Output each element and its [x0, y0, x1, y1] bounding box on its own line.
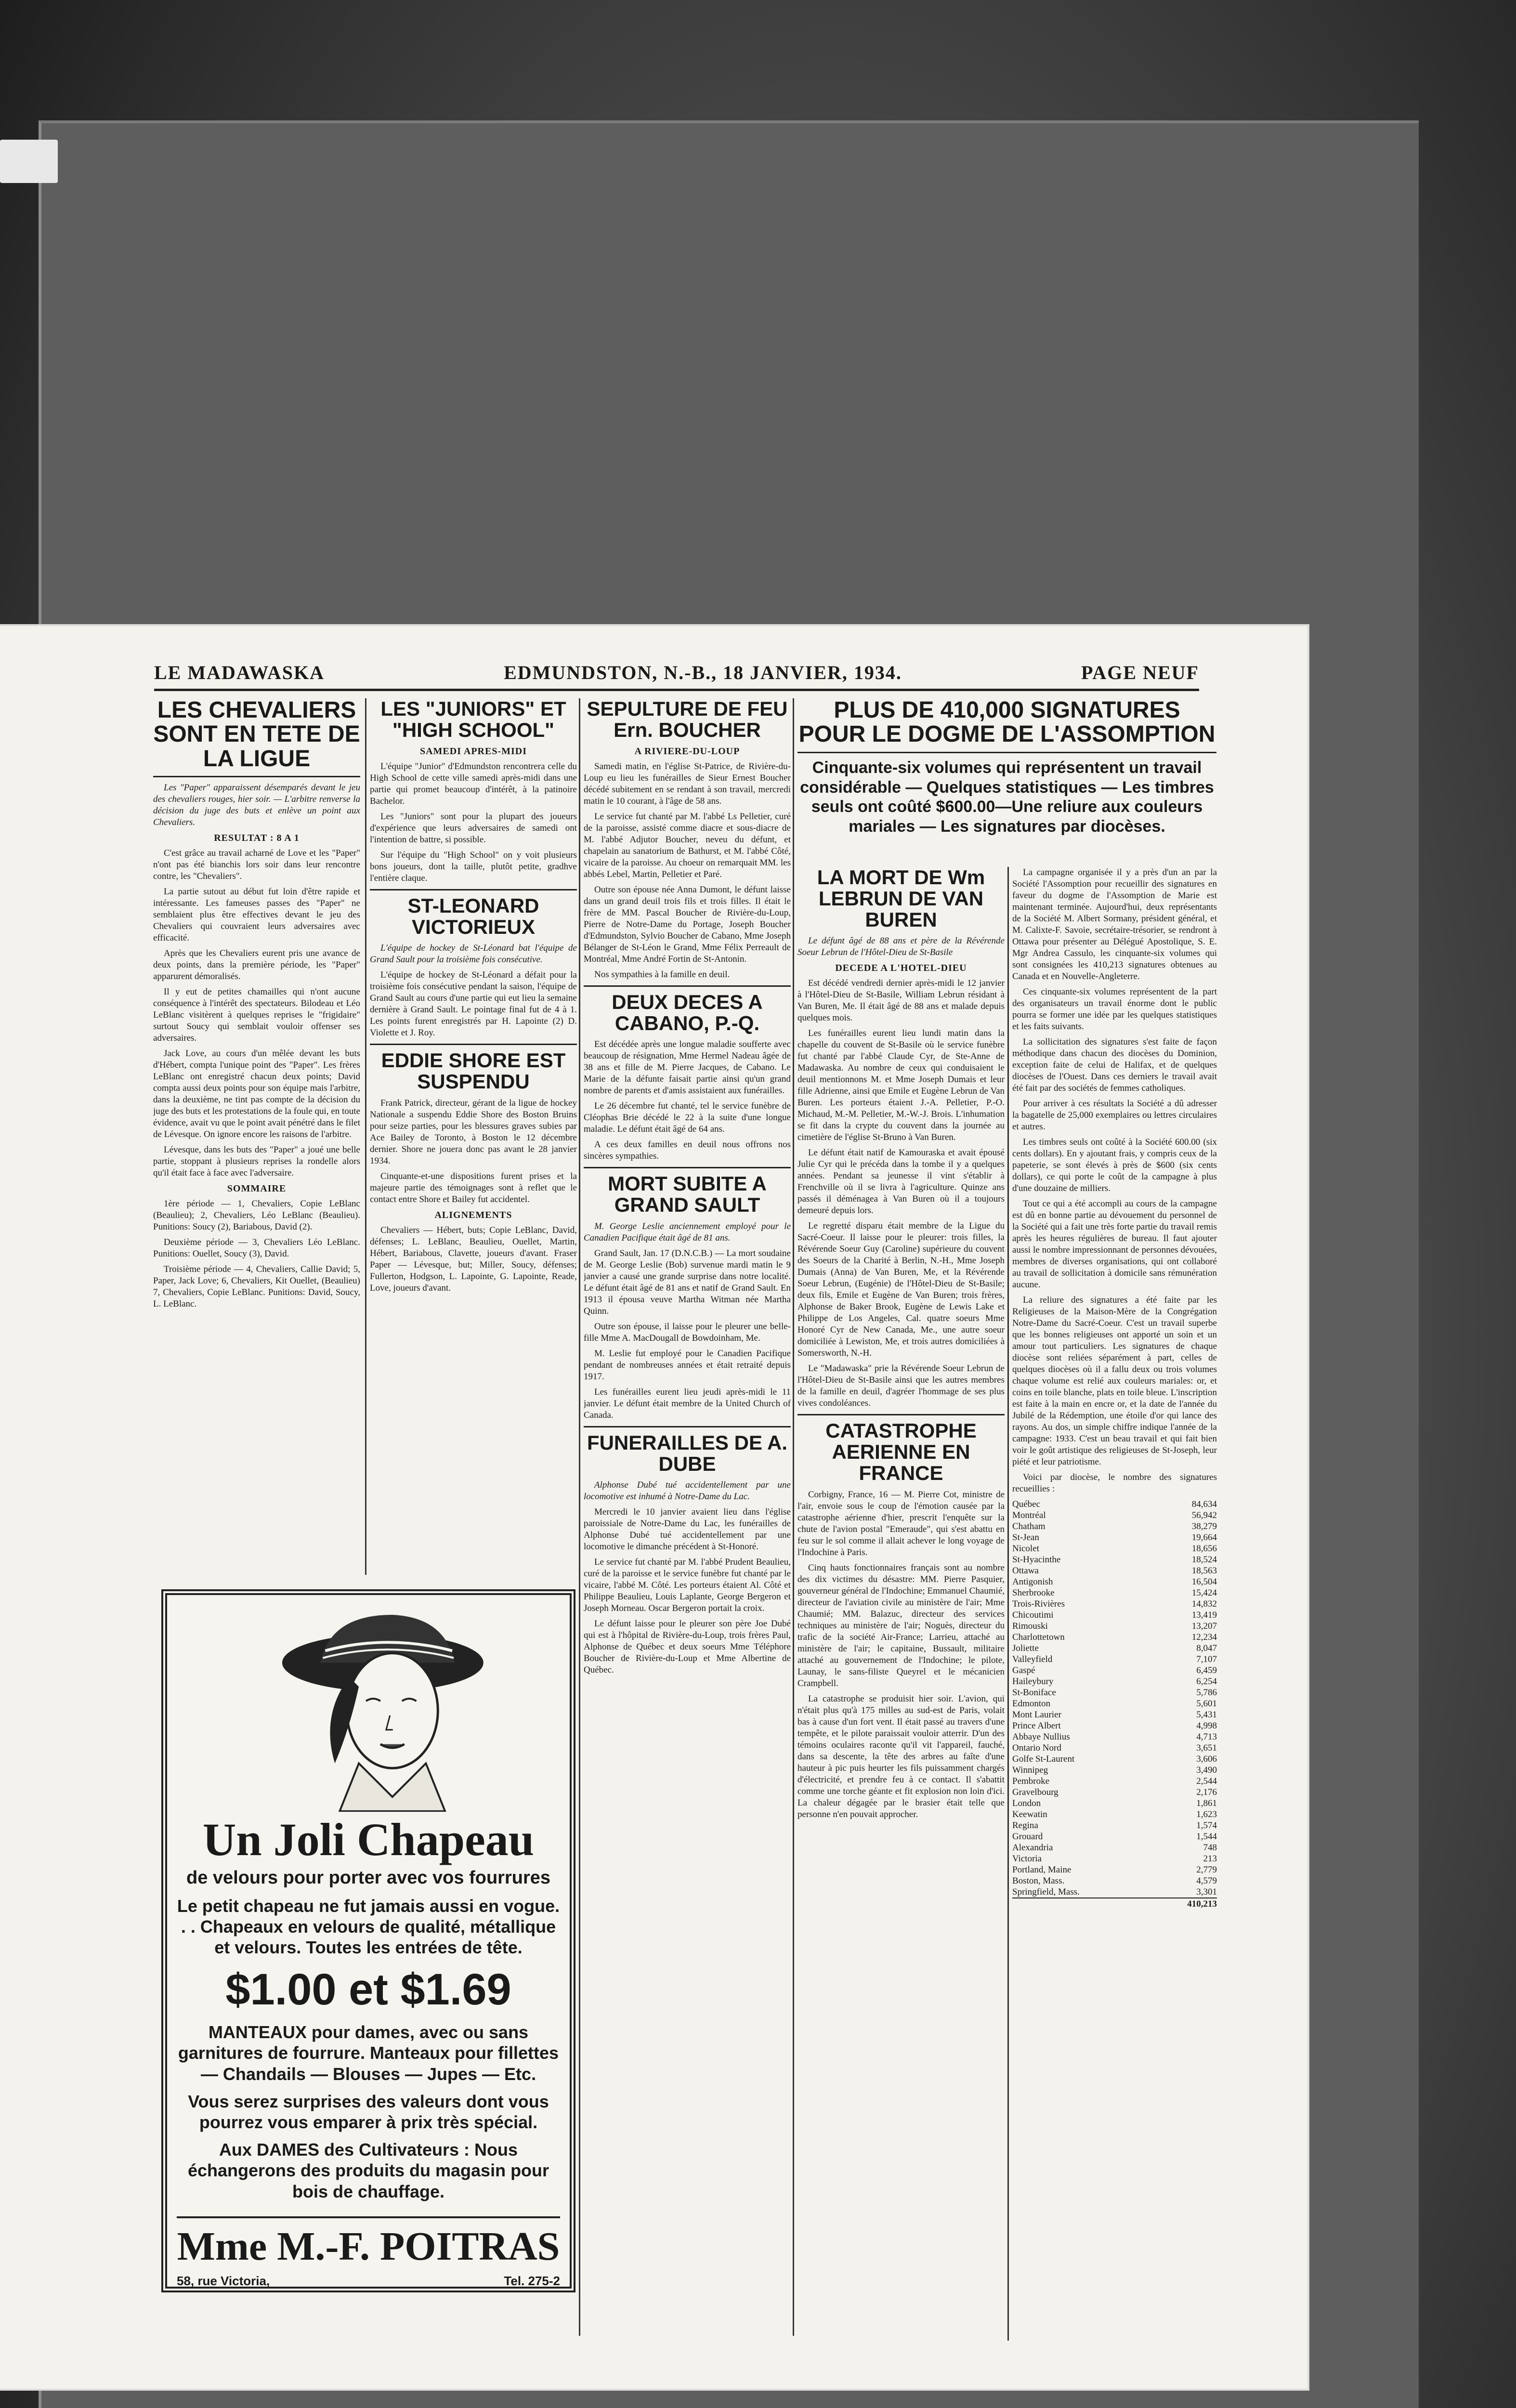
column-rule [579, 698, 580, 2336]
diocese-name: Montréal [1012, 1510, 1046, 1520]
film-tab-top [0, 140, 58, 183]
diocese-name: Sherbrooke [1012, 1588, 1055, 1598]
paragraph: Mercredi le 10 janvier avaient lieu dans l'église paroissiale de Notre-Dame du Lac, les funérailles de Alphonse Dubé tué accidentellement par une locomotive le dimanche précédent à St-Honoré. [584, 1506, 791, 1552]
ad-footer [177, 2274, 560, 2289]
paragraph: La catastrophe se produisit hier soir. L'avion, qui n'était plus qu'à 175 milles au sud-est de Paris, volait bas à cause d'un fort vent. Il était passé au travers d'une tempête, et le pilote paraissait vouloir atterrir. D'un des témoins oculaires raconte qu'il vit l'appareil, fauché, dans sa descente, la tête des arbres au faîte d'une hauteur à pic puis heurter les fils puissamment chargés d'électricité, et prendre feu à ce contact. Il s'abattit comme une torche géante et fit explosion non loin d'ici. La chaleur dégagée par le brasier était telle que personne n'en pouvait approcher. [797, 1693, 1005, 1819]
signatures-row [1012, 1676, 1217, 1687]
paragraph: Jack Love, au cours d'un mêlée devant les buts d'Hébert, compta l'unique point des "Paper". Les frères LeBlanc ont enregistré chacun deux points; David compta aussi deux points pour son équipe mais l'arbitre, dans la deuxième, ne tint pas compte de la décision du juge des buts et les protestations de la foule qui, en toute évidence, avait vu que le point avait pénétré dans le filet de Lévesque. On ignore encore les raisons de l'arbitre. [153, 1048, 360, 1140]
signatures-row [1012, 1698, 1217, 1709]
ad-body-values: Vous serez surprises des valeurs dont vous pourrez vous emparer à prix très spécial. [188, 2091, 549, 2132]
paragraph: Corbigny, France, 16 — M. Pierre Cot, ministre de l'air, envoie sous le coup de l'émotion causée par la catastrophe aérienne d'hier, prescrit l'enquête sur la chute de l'avion postal "Emeraude", qui s'est abattu en feu sur le sol comme il allait achever le long voyage de l'Indochine à Paris. [797, 1489, 1005, 1557]
diocese-count: 2,544 [1196, 1776, 1217, 1786]
paragraph: La campagne organisée il y a près d'un an par la Société l'Assomption pour recueillir des signatures en faveur du dogme de l'Assomption de Marie est maintenant terminée. Aujourd'hui, deux représentants de la Société M. Albert Sormany, président général, et M. Calixte-F. Savoie, secrétaire-trésorier, se rendront à Ottawa pour présenter au Délégué Apostolique, S. E. Mgr Andrea Cassulo, les cinquante-six volumes qui sont consignées les 410,213 signatures obtenues au Canada et en Nouvelle-Angleterre. [1012, 867, 1217, 982]
masthead-paper-name: LE MADAWASKA [154, 662, 325, 683]
signatures-row [1012, 1798, 1217, 1809]
column-2 [370, 698, 577, 1575]
diocese-name: Winnipeg [1012, 1765, 1048, 1775]
paragraph: La sollicitation des signatures s'est faite de façon méthodique dans chacun des diocèses du Dominion, exception faite de celui de Halifax, et de quelques diocèses de l'Ouest. Dans ces derniers le travail avait été fait par des sociétés de femmes catholiques. [1012, 1037, 1217, 1093]
divider [153, 776, 360, 777]
diocese-name: Charlottetown [1012, 1632, 1065, 1642]
paragraph: L'équipe "Junior" d'Edmundston rencontrera celle du High School de cette ville samedi après-midi dans une partie qui promet beaucoup d'intérêt, à la patinoire Bachelor. [370, 761, 577, 807]
diocese-name: Gaspé [1012, 1665, 1035, 1675]
diocese-count: 3,651 [1196, 1743, 1217, 1753]
diocese-count: 7,107 [1196, 1654, 1217, 1664]
signatures-row [1012, 1654, 1217, 1665]
summary-item: Deuxième période — 3, Chevaliers Léo LeBlanc. Punitions: Ouellet, Soucy (3), David. [153, 1237, 360, 1259]
diocese-name: St-Boniface [1012, 1688, 1056, 1698]
diocese-count: 5,786 [1196, 1688, 1217, 1698]
diocese-name: St-Hyacinthe [1012, 1555, 1061, 1565]
diocese-name: Keewatin [1012, 1809, 1047, 1819]
ad-subtitle: de velours pour porter avec vos fourrures [186, 1868, 550, 1888]
signatures-row [1012, 1598, 1217, 1610]
intro-st-leonard: L'équipe de hockey de St-Léonard bat l'équipe de Grand Sault pour la troisième fois consécutive. [370, 943, 577, 965]
ad-body-coats: MANTEAUX pour dames, avec ou sans garnitures de fourrure. Manteaux pour fillettes — Chandails — Blouses — Jupes — Etc. [178, 2022, 559, 2084]
signatures-row [1012, 1543, 1217, 1554]
headline-mort-lebrun: LA MORT DE Wm LEBRUN DE VAN BUREN [817, 867, 985, 931]
diocese-count: 5,431 [1196, 1710, 1217, 1720]
diocese-count: 12,234 [1191, 1632, 1217, 1642]
ad-address: 58, rue Victoria, [177, 2273, 270, 2288]
column-1 [153, 698, 360, 1575]
ad-price: $1.00 et $1.69 [225, 1965, 511, 2015]
headline-chevaliers: LES CHEVALIERS SONT EN TETE DE LA LIGUE [153, 698, 360, 772]
signatures-row [1012, 1632, 1217, 1643]
diocese-count: 4,998 [1196, 1721, 1217, 1731]
diocese-count: 213 [1203, 1854, 1217, 1864]
diocese-count: 1,574 [1196, 1820, 1217, 1831]
divider [584, 985, 791, 987]
headline-funerailles-dube: FUNERAILLES DE A. DUBE [587, 1431, 788, 1475]
summary-item: Troisième période — 4, Chevaliers, Callie David; 5, Paper, Jack Love; 6, Chevaliers, Kit Ouellet, (Beaulieu) 7, Chevaliers, Copie LeBlanc. Punitions: David, Soucy, L. LeBlanc. [153, 1264, 360, 1309]
paragraph: A ces deux familles en deuil nous offrons nos sincères sympathies. [584, 1139, 791, 1162]
signatures-row [1012, 1643, 1217, 1654]
ad-phone: Tel. 275-2 [504, 2273, 560, 2288]
diocese-name: Edmonton [1012, 1699, 1051, 1709]
paragraph: Le défunt laisse pour le pleurer son père Joe Dubé qui est à l'hôpital de Rivière-du-Loup, trois frères Paul, Alphonse de Québec et deux soeurs Mme Téléphore Boucher de Rivière-du-Loup et Mme Albertine de Québec. [584, 1618, 791, 1675]
diocese-count: 4,713 [1196, 1732, 1217, 1742]
intro-lebrun: Le défunt âgé de 88 ans et père de la Révérende Soeur Lebrun de l'Hôtel-Dieu de St-Basile [797, 936, 1005, 958]
intro-mort-subite: M. George Leslie anciennement employé pour le Canadien Pacifique était âgé de 81 ans. [584, 1221, 791, 1243]
diocese-name: Ottawa [1012, 1566, 1039, 1576]
signatures-row [1012, 1610, 1217, 1621]
summary-label: SOMMAIRE [227, 1183, 287, 1194]
paragraph: Sur l'équipe du "High School" on y voit plusieurs bons joueurs, dont la taille, plutôt petite, gradhve l'entière claque. [370, 850, 577, 884]
signatures-row [1012, 1521, 1217, 1532]
signatures-row [1012, 1842, 1217, 1853]
diocese-name: Pembroke [1012, 1776, 1050, 1786]
diocese-count: 84,634 [1191, 1499, 1217, 1509]
diocese-count: 3,490 [1196, 1765, 1217, 1775]
result-label: RESULTAT : 8 A 1 [214, 833, 300, 844]
signatures-row [1012, 1510, 1217, 1521]
paragraph: Après que les Chevaliers eurent pris une avance de deux points, dans la première période, les "Paper" apparurent démoralisés. [153, 948, 360, 982]
paragraph: Les timbres seuls ont coûté à la Société 600.00 (six cents dollars). En y ajoutant frais, y compris ceux de la papeterie, se sont élevés à près de $600 (six cents dollars), ce qui porte le coût de la campagne à plus d'une douzaine de milliers. [1012, 1137, 1217, 1193]
headline-eddie-shore: EDDIE SHORE EST SUSPENDU [381, 1049, 566, 1093]
diocese-name: Chatham [1012, 1521, 1046, 1531]
divider [584, 1426, 791, 1427]
paragraph: Le "Madawaska" prie la Révérende Soeur Lebrun de l'Hôtel-Dieu de St-Basile ainsi que les autres membres de la famille en deuil, d'agréer l'hommage de ses plus vives condoléances. [797, 1363, 1005, 1409]
paragraph: Cinquante-et-une dispositions furent prises et la majeure partie des témoignages sont à reflet que le contact entre Shore et Bailey fut accidentel. [370, 1171, 577, 1204]
diocese-name: Mont Laurier [1012, 1710, 1061, 1720]
diocese-count: 2,176 [1196, 1787, 1217, 1797]
diocese-count: 8,047 [1196, 1643, 1217, 1653]
diocese-name: Nicolet [1012, 1544, 1039, 1554]
signatures-row [1012, 1809, 1217, 1820]
signatures-row [1012, 1875, 1217, 1886]
diocese-count: 1,861 [1196, 1798, 1217, 1808]
diocese-name: Antigonish [1012, 1577, 1053, 1587]
masthead-dateline: EDMUNDSTON, N.-B., 18 JANVIER, 1934. [504, 662, 902, 683]
ad-body-exchange: Aux DAMES des Cultivateurs : Nous échangerons des produits du magasin pour bois de chauffage. [187, 2140, 549, 2201]
diocese-count: 3,606 [1196, 1754, 1217, 1764]
diocese-name: Trois-Rivières [1012, 1599, 1065, 1609]
masthead [154, 655, 1199, 691]
divider [584, 1167, 791, 1168]
signatures-row [1012, 1665, 1217, 1676]
paragraph: Frank Patrick, directeur, gérant de la ligue de hockey Nationale a suspendu Eddie Shore des Boston Bruins pour seize parties, pour les blessures graves subies par Ace Bailey de Toronto, à Boston le 12 décembre dernier. Shore ne jouera donc pas avant le 28 janvier 1934. [370, 1098, 577, 1166]
paragraph: Les funérailles eurent lieu lundi matin dans la chapelle du couvent de St-Basile où le service funèbre fut chanté par l'abbé Claude Cyr, de Ste-Anne de Madawaska. Au nombre de ceux qui conduisaient le deuil mentionnons M. et Mme Joseph Dumais et leur fille Adrienne, ainsi que Emile et Eugène Lebrun de Van Buren. Les porteurs étaient J.-A. Pelletier, P.-O. Michaud, M.-M. Pelletier, M.-W.-J. Brois. L'inhumation se fit dans la crypte du couvent dans la journée au cimetière de l'église St-Bruno à Van Buren. [797, 1028, 1005, 1143]
divider [797, 1414, 1005, 1415]
paragraph: Les funérailles eurent lieu jeudi après-midi le 11 janvier. Le défunt était membre de la United Church of Canada. [584, 1387, 791, 1420]
diocese-name: Portland, Maine [1012, 1865, 1072, 1875]
summary-item: 1ère période — 1, Chevaliers, Copie LeBlanc (Beaulieu); 2, Chevaliers, Léo LeBlanc (Beaulieu). Punitions: Soucy (2), Bariabous, David (2). [153, 1199, 360, 1232]
paragraph: Nos sympathies à la famille en deuil. [594, 969, 730, 980]
newspaper-page [0, 626, 1307, 2389]
paragraph: Est décédée après une longue maladie soufferte avec beaucoup de résignation, Mme Hermel Nadeau âgée de 38 ans et fille de M. Pierre Jacques, de Cabano. Le Marie de la défunte faisait partie ainsi qu'un grand nombre de parents et d'amis assistaient aux funérailles. [584, 1039, 791, 1096]
paragraph: La partie sutout au début fut loin d'être rapide et intéressante. Les fameuses passes des "Paper" ne semblaient plus être effectives devant le jeu des Chevaliers qui couvraient leurs adversaires avec efficacité. [153, 887, 360, 943]
divider [370, 1044, 577, 1045]
assomption-banner [797, 698, 1216, 862]
paragraph: Le regretté disparu était membre de la Ligue du Sacré-Coeur. Il laisse pour le pleurer: trois filles, la Révérende Soeur Guy (Caroline) supérieure du couvent des Soeurs de la Charité à Berlin, N.-H., Mme Joseph Dumais (Anna) de Van Buren, Me, et la Révérende Soeur Lebrun, (Eugénie) de l'Hôtel-Dieu de St-Basile; deux fils, Emile et Eugène de Van Buren; trois frères, Alphonse de Baker Brook, Eugène de Lewis Lake et Philippe de Los Angeles, Cal. quatre soeurs Mme Honoré Cyr de New Canada, Me., une autre soeur domiciliée à Lewiston, Me, et trois autres domiciliées à Somersworth, N.-H. [797, 1221, 1005, 1359]
woman-hat-illustration [177, 1605, 560, 1812]
paragraph: Outre son épouse née Anna Dumont, le défunt laisse dans un grand deuil trois fils et trois filles. Il était le frère de MM. Pascal Boucher de Rivière-du-Loup, Pierre de Notre-Dame du Portage, Joseph Boucher d'Edmundston, Sylvio Boucher de Cabano, Mme Joseph Bélanger de St-Léon le Grand, Mme Félix Perreault de Montréal, Mme André Fortin de St-Antonin. [584, 885, 791, 965]
signatures-row [1012, 1820, 1217, 1831]
diocese-count: 1,623 [1196, 1809, 1217, 1819]
diocese-count: 6,254 [1196, 1676, 1217, 1687]
signatures-row [1012, 1853, 1217, 1864]
paragraph: Voici par diocèse, le nombre des signatures recueillies : [1012, 1472, 1217, 1494]
paragraph: Tout ce qui a été accompli au cours de la campagne est dû en bonne partie au dévouement du personnel de la Société qui a fait une très forte partie du travail remis après les heures régulières de bureau. Il faut ajouter aussi le nombre impressionnant de personnes dévouées, membres de diverses organisations, qui ont collaboré au travail de sollicitation à domicile sans rémunération aucune. [1012, 1199, 1217, 1290]
diocese-name: Québec [1012, 1499, 1041, 1509]
paragraph: Est décédé vendredi dernier après-midi le 12 janvier à l'Hôtel-Dieu de St-Basile, William Lebrun résidant à Van Buren, Me. Il était âgé de 88 ans et malade depuis quelques mois. [797, 978, 1005, 1023]
alignements-label: ALIGNEMENTS [434, 1209, 512, 1220]
masthead-page-number: PAGE NEUF [1081, 662, 1199, 683]
signatures-row [1012, 1886, 1217, 1898]
diocese-count: 18,563 [1191, 1566, 1217, 1576]
diocese-count: 13,419 [1191, 1610, 1217, 1620]
hat-advertisement [161, 1589, 575, 2292]
signatures-table [1012, 1499, 1217, 1898]
paragraph: M. Leslie fut employé pour le Canadien Pacifique pendant de nombreuses années et était retraité depuis 1917. [584, 1348, 791, 1382]
signatures-row [1012, 1565, 1217, 1576]
paragraph: L'équipe de hockey de St-Léonard a défait pour la troisième fois consécutive pendant la saison, l'équipe de Grand Sault au cours d'une partie qui eut lieu la semaine dernière à Grand Sault. Le pointage final fut de 4 à 1. Les points furent enregistrés par H. Lapointe (2) D. Violette et J. Roy. [370, 970, 577, 1038]
signatures-row [1012, 1765, 1217, 1776]
signatures-row [1012, 1864, 1217, 1875]
diocese-count: 16,504 [1191, 1577, 1217, 1587]
diocese-count: 19,664 [1191, 1532, 1217, 1543]
paragraph: Le service fut chanté par M. l'abbé Prudent Beaulieu, curé de la paroisse et le service funèbre fut chanté par le vicaire, l'abbé M. Côté. Les porteurs étaient Al. Côté et Philippe Beaulieu, Louis Laplante, George Bergeron et Joseph Morneau. Oscar Bergeron portait la croix. [584, 1557, 791, 1613]
diocese-count: 56,942 [1191, 1510, 1217, 1520]
paragraph: Cinq hauts fonctionnaires français sont au nombre des dix victimes du désastre: MM. Pierre Pasquier, gouverneur général de l'Indochine; Emmanuel Chaumié, directeur de l'aviation civile au ministère de l'air; Mme Chaumié; MM. Balazuc, directeur des services techniques au ministère de l'air; Noguès, directeur du trafic de la société Air-France; Larrieu, attaché au ministère de l'air; le capitaine, Bussault, militaire attaché au gouvernement de l'Indochine; le pilote, Launay, le sans-filiste Queyrel et le mécanicien Crampbell. [797, 1562, 1005, 1688]
diocese-name: Victoria [1012, 1854, 1042, 1864]
signatures-row [1012, 1720, 1217, 1731]
diocese-count: 18,524 [1191, 1555, 1217, 1565]
signatures-row [1012, 1621, 1217, 1632]
diocese-count: 3,301 [1196, 1887, 1217, 1897]
signatures-row [1012, 1742, 1217, 1754]
paragraph: C'est grâce au travail acharné de Love et les "Paper" n'ont pas été bianchis lors soir dans leur rencontre contre, les "Chevaliers". [153, 848, 360, 882]
divider [797, 752, 1216, 753]
signatures-row [1012, 1731, 1217, 1742]
headline-st-leonard: ST-LEONARD VICTORIEUX [407, 894, 539, 939]
signatures-total: 410,213 [1187, 1899, 1217, 1909]
diocese-name: Haileybury [1012, 1676, 1054, 1687]
column-4 [797, 867, 1005, 2345]
column-rule [365, 698, 366, 1575]
signatures-row [1012, 1776, 1217, 1787]
diocese-name: Boston, Mass. [1012, 1876, 1065, 1886]
diocese-name: Springfield, Mass. [1012, 1887, 1080, 1897]
headline-juniors: LES "JUNIORS" ET "HIGH SCHOOL" [380, 698, 566, 742]
diocese-count: 1,544 [1196, 1832, 1217, 1842]
intro-chevaliers: Les "Paper" apparaissent désemparés devant le jeu des chevaliers rouges, hier soir. — L'arbitre renverse la décision du juge des buts et enlève un point aux Chevaliers. [153, 783, 360, 828]
paragraph: Lévesque, dans les buts des "Paper" a joué une belle partie, stoppant à plusieurs reprises la rondelle alors qu'il était face à face avec l'adversaire. [153, 1145, 360, 1178]
column-3 [584, 698, 791, 2345]
diocese-count: 6,459 [1196, 1665, 1217, 1675]
divider [370, 889, 577, 890]
diocese-name: Valleyfield [1012, 1654, 1053, 1664]
signatures-row [1012, 1709, 1217, 1720]
subhead-sepulture: A RIVIERE-DU-LOUP [634, 746, 740, 757]
paragraph: Le 26 décembre fut chanté, tel le service funèbre de Cléophas Brie décédé le 22 à la suite d'une longue maladie. Le défunt était âgé de 64 ans. [584, 1101, 791, 1135]
paragraph: Pour arriver à ces résultats la Société a dû adresser la bagatelle de 25,000 exemplaires ou lettres circulaires et autres. [1012, 1099, 1217, 1132]
diocese-name: Rimouski [1012, 1621, 1048, 1631]
paragraph: Samedi matin, en l'église St-Patrice, de Rivière-du-Loup eu lieu les funérailles de Sieur Ernest Boucher décédé subitement en se rendant à son travail, mercredi matin le 10 courant, à l'âge de 58 ans. [584, 761, 791, 807]
ad-store-name: Mme M.-F. POITRAS [177, 2216, 560, 2270]
signatures-row [1012, 1587, 1217, 1598]
paragraph: Le service fut chanté par M. l'abbé Ls Pelletier, curé de la paroisse, assisté comme diacre et sous-diacre de M. l'abbé Adjutor Boucher, neveu du défunt, et chapelain au sanatorium de Bathurst, et M. l'abbé Côté, vicaire de la paroisse. Au choeur on remarquait MM. les abbés Lebel, Martin, Pelletier et Paré. [584, 811, 791, 880]
column-5 [1012, 867, 1217, 2345]
diocese-count: 38,279 [1191, 1521, 1217, 1531]
ad-body-hats: Le petit chapeau ne fut jamais aussi en vogue. . . Chapeaux en velours de qualité, métallique et velours. Toutes les entrées de tête. [177, 1896, 560, 1958]
signatures-row [1012, 1787, 1217, 1798]
diocese-name: Prince Albert [1012, 1721, 1061, 1731]
alignements-text: Chevaliers — Hébert, buts; Copie LeBlanc, David, défenses; L. LeBlanc, Beaulieu, Ouellet, Martin, Hébert, Bariabous, Clavette, joueurs d'avant. Fraser Paper — Lévesque, but; Miller, Soucy, défenses; Fullerton, Hodgson, L. Lapointe, G. Lapointe, Reade, Love, joueurs d'avant. [370, 1225, 577, 1293]
diocese-name: Gravelbourg [1012, 1787, 1059, 1797]
diocese-name: St-Jean [1012, 1532, 1039, 1543]
diocese-count: 15,424 [1191, 1588, 1217, 1598]
paragraph: Il y eut de petites chamailles qui n'ont aucune conséquence à l'intérêt des spectateurs. Bilodeau et Léo LeBlanc visitèrent à quelques reprises le "frigidaire" surtout Soucy qui semblait vouloir offenser ses adversaires. [153, 987, 360, 1044]
signatures-row [1012, 1532, 1217, 1543]
diocese-name: Joliette [1012, 1643, 1039, 1653]
diocese-name: Ontario Nord [1012, 1743, 1061, 1753]
diocese-name: Abbaye Nullius [1012, 1732, 1070, 1742]
diocese-count: 13,207 [1191, 1621, 1217, 1631]
paragraph: Outre son épouse, il laisse pour le pleurer une belle-fille Mme A. MacDougall de Bowdoinham, Me. [584, 1321, 791, 1343]
diocese-count: 4,579 [1196, 1876, 1217, 1886]
headline-assomption: PLUS DE 410,000 SIGNATURES POUR LE DOGME DE L'ASSOMPTION [798, 698, 1215, 747]
diocese-count: 14,832 [1191, 1599, 1217, 1609]
diocese-count: 5,601 [1196, 1699, 1217, 1709]
signatures-row [1012, 1499, 1217, 1510]
headline-catastrophe: CATASTROPHE AERIENNE EN FRANCE [825, 1419, 977, 1485]
headline-deux-deces: DEUX DECES A CABANO, P.-Q. [612, 991, 763, 1035]
paragraph: Le défunt était natif de Kamouraska et avait épousé Julie Cyr qui le précéda dans la tombe il y a quelques années. Pendant sa jeunesse il vint s'établir à Frenchville où il se livra à l'agriculture. Quinze ans passés il déménagea à Van Buren où il a toujours demeuré depuis lors. [797, 1148, 1005, 1216]
diocese-count: 748 [1203, 1843, 1217, 1853]
paragraph: Grand Sault, Jan. 17 (D.N.C.B.) — La mort soudaine de M. George Leslie (Bob) survenue mardi matin le 9 janvier a causé une grande surprise dans notre localité. Le défunt était âgé de 81 ans et natif de Grand Sault. En 1913 il épousa veuve Martha Witman née Martha Quinn. [584, 1248, 791, 1316]
diocese-name: London [1012, 1798, 1041, 1808]
signatures-total-row [1012, 1898, 1217, 1910]
paragraph: La reliure des signatures a été faite par les Religieuses de la Maison-Mère de la Congrégation Notre-Dame du Sacré-Coeur. C'est un travail superbe que les bonnes religieuses ont apporté un soin et un amour tout particuliers. Les signatures de chaque diocèse sont reliées séparément à part, celles de quelques diocèses où il a fallu deux ou trois volumes chaque volume est relié aux couleurs mariales: or, et coins en toile blanche, plats en toile bleue. L'inscription est faite à la main en encre or, et la date de l'année du Jubilé de la Rédemption, une étoile d'or qui lance des rayons. Au dos, un simple chiffre indique l'année de la campagne: 1933. C'est un beau travail et qui fait bien voir le goût artistique des religieuses de St-Joseph, leur piété et leur patriotisme. [1012, 1295, 1217, 1467]
ad-title: Un Joli Chapeau [202, 1814, 535, 1865]
signatures-row [1012, 1554, 1217, 1565]
diocese-name: Regina [1012, 1820, 1038, 1831]
diocese-count: 18,656 [1191, 1544, 1217, 1554]
diocese-name: Golfe St-Laurent [1012, 1754, 1075, 1764]
diocese-name: Grouard [1012, 1832, 1043, 1842]
signatures-row [1012, 1831, 1217, 1842]
diocese-count: 2,779 [1196, 1865, 1217, 1875]
paragraph: Ces cinquante-six volumes représentent de la part des organisateurs un travail énorme dont le public pourra se former une idée par les quelques statistiques et les faits suivants. [1012, 987, 1217, 1032]
intro-funerailles: Alphonse Dubé tué accidentellement par une locomotive est inhumé à Notre-Dame du Lac. [584, 1479, 791, 1502]
subhead-lebrun: DECEDE A L'HOTEL-DIEU [835, 963, 967, 974]
signatures-row [1012, 1576, 1217, 1587]
deck-assomption: Cinquante-six volumes qui représentent un travail considérable — Quelques statistiques — Les timbres seuls ont coûté $600.00—Une reliure aux couleurs mariales — Les signatures par diocèses. [800, 758, 1214, 836]
signatures-row [1012, 1687, 1217, 1698]
headline-mort-subite: MORT SUBITE A GRAND SAULT [608, 1172, 767, 1217]
diocese-name: Chicoutimi [1012, 1610, 1054, 1620]
paragraph: Les "Juniors" sont pour la plupart des joueurs d'expérience que leurs adversaires de samedi ont l'intention de battre, si possible. [370, 811, 577, 845]
column-rule [793, 698, 794, 2336]
signatures-row [1012, 1754, 1217, 1765]
headline-sepulture: SEPULTURE DE FEU Ern. BOUCHER [587, 698, 788, 742]
diocese-name: Alexandria [1012, 1843, 1053, 1853]
subhead-juniors: SAMEDI APRES-MIDI [419, 746, 527, 757]
column-rule [1007, 867, 1009, 2341]
